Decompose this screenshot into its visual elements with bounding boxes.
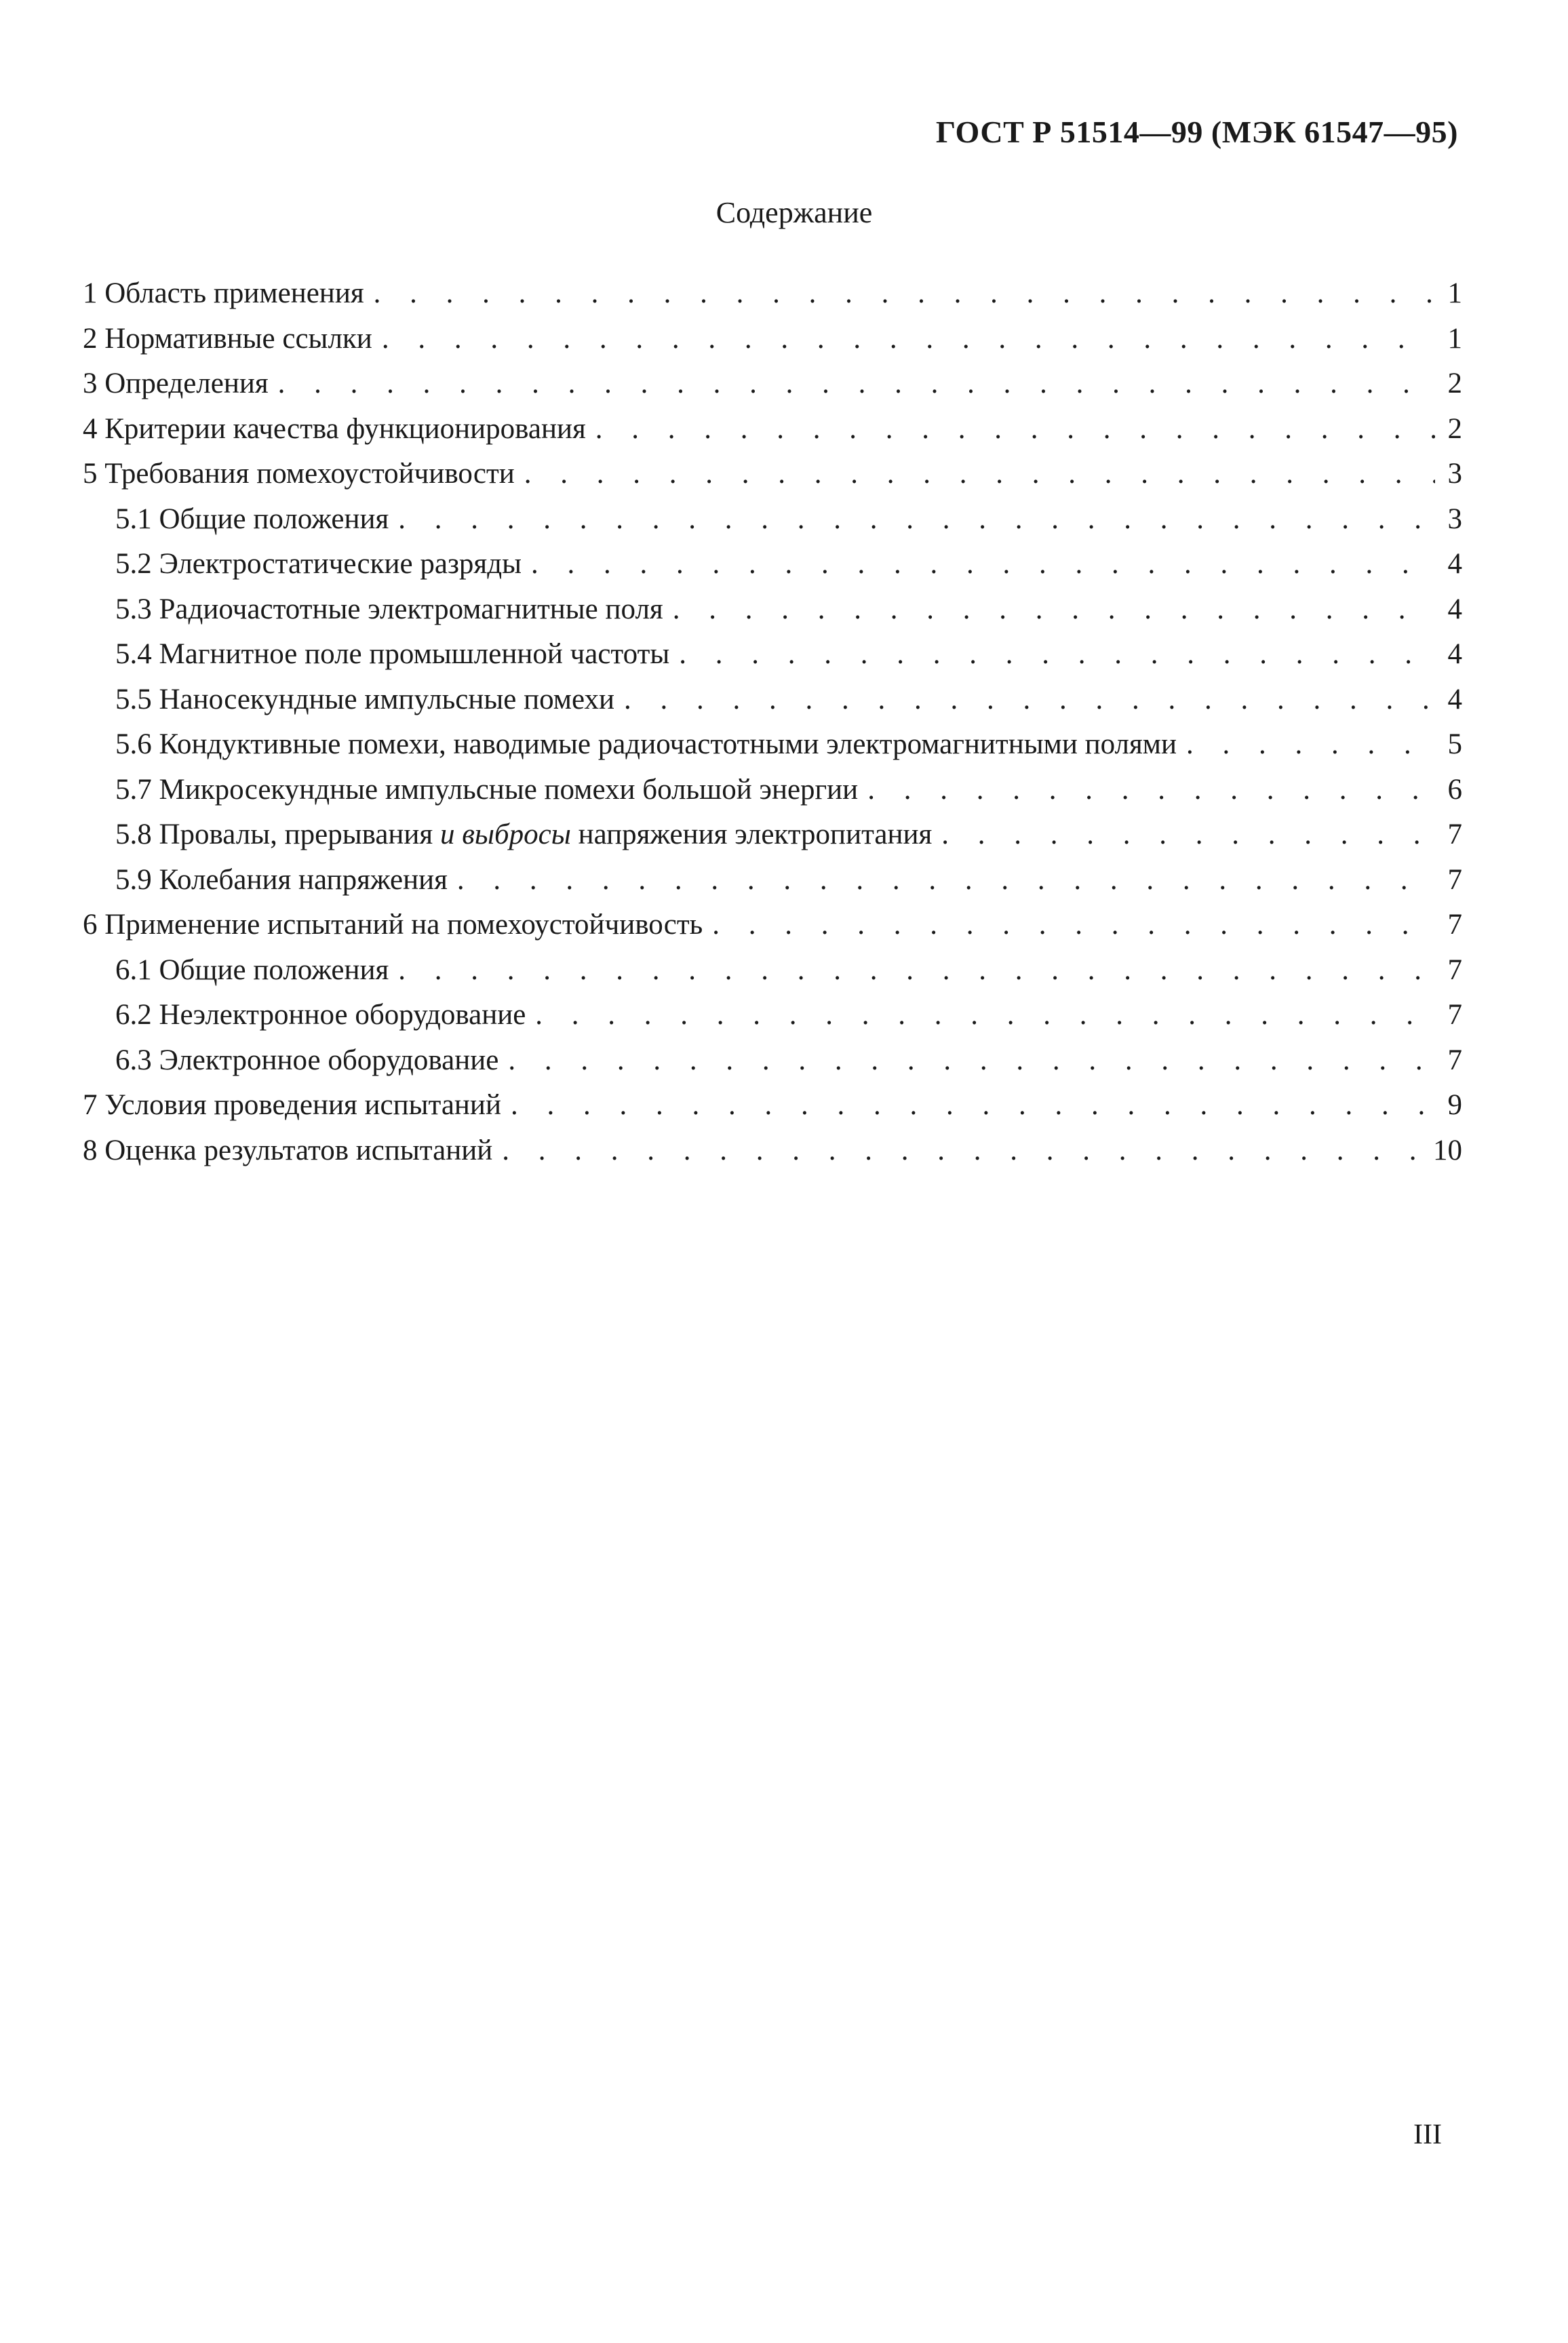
toc-dot-leader <box>502 1128 1426 1174</box>
toc-entry[interactable] <box>83 948 1462 993</box>
toc-dot-leader <box>679 632 1435 677</box>
toc-entry-page: 2 <box>1447 368 1462 399</box>
toc-entry-label: 6 Применение испытаний на помехоустойчивость <box>83 909 703 941</box>
toc-dot-leader <box>941 812 1435 858</box>
toc-entry-page: 7 <box>1447 1044 1462 1076</box>
toc-entry-page: 4 <box>1447 638 1462 670</box>
toc-dot-leader <box>535 993 1435 1038</box>
toc-entry[interactable] <box>83 1128 1462 1174</box>
toc-entry-label: 6.3 Электронное оборудование <box>115 1044 499 1076</box>
toc-entry-label: 5.2 Электростатические разряды <box>115 548 522 580</box>
toc-entry-label: 5.1 Общие положения <box>115 503 389 535</box>
toc-dot-leader <box>595 407 1435 452</box>
toc-dot-leader <box>398 948 1435 993</box>
toc-entry[interactable] <box>83 1038 1462 1084</box>
toc-entry[interactable] <box>83 542 1462 587</box>
toc-entry-page: 3 <box>1447 458 1462 490</box>
toc-entry[interactable] <box>83 677 1462 723</box>
toc-dot-leader <box>382 317 1435 362</box>
toc-entry-page: 6 <box>1447 773 1462 806</box>
toc-entry[interactable] <box>83 271 1462 317</box>
toc-entry[interactable] <box>83 497 1462 543</box>
document-standard-id: ГОСТ Р 51514—99 (МЭК 61547—95) <box>935 115 1458 149</box>
toc-entry[interactable] <box>83 812 1462 858</box>
toc-entry-page: 7 <box>1447 953 1462 986</box>
toc-entry-label: 3 Определения <box>83 368 269 399</box>
toc-entry[interactable] <box>83 993 1462 1038</box>
toc-dot-leader <box>374 271 1435 317</box>
toc-dot-leader <box>508 1038 1435 1084</box>
toc-entry-label: 6.2 Неэлектронное оборудование <box>115 999 526 1031</box>
toc-entry[interactable] <box>83 722 1462 768</box>
toc-entry-page: 4 <box>1447 683 1462 715</box>
toc-entry[interactable] <box>83 587 1462 633</box>
toc-dot-leader <box>398 497 1435 543</box>
page-number: III <box>1413 2119 1442 2150</box>
toc-entry[interactable] <box>83 361 1462 407</box>
toc-dot-leader <box>524 452 1435 497</box>
toc-entry-label: 5.3 Радиочастотные электромагнитные поля <box>115 593 663 625</box>
toc-entry-label: 5 Требования помехоустойчивости <box>83 458 515 490</box>
toc-entry[interactable] <box>83 768 1462 813</box>
toc-entry-page: 3 <box>1447 503 1462 535</box>
toc-dot-leader <box>712 903 1435 948</box>
toc-entry-label: 5.7 Микросекундные импульсные помехи большой энергии <box>115 773 859 806</box>
toc-entry[interactable] <box>83 407 1462 452</box>
toc-entry-label: 5.5 Наносекундные импульсные помехи <box>115 683 614 715</box>
table-of-contents <box>83 271 1462 1173</box>
toc-entry[interactable] <box>83 903 1462 948</box>
toc-entry-label: 5.6 Кондуктивные помехи, наводимые радиочастотными электромагнитными полями <box>115 728 1177 760</box>
toc-entry-label: 7 Условия проведения испытаний <box>83 1089 501 1121</box>
toc-dot-leader <box>624 677 1435 723</box>
toc-dot-leader <box>673 587 1435 633</box>
toc-entry-page: 7 <box>1447 863 1462 896</box>
toc-entry-page: 2 <box>1447 412 1462 445</box>
toc-dot-leader <box>1186 722 1435 768</box>
toc-entry-page: 1 <box>1447 322 1462 355</box>
toc-entry-page: 7 <box>1447 909 1462 941</box>
toc-entry-label: 5.4 Магнитное поле промышленной частоты <box>115 638 670 670</box>
toc-entry-page: 4 <box>1447 548 1462 580</box>
toc-entry[interactable] <box>83 1083 1462 1128</box>
toc-entry-page: 9 <box>1447 1089 1462 1121</box>
toc-entry-label: 5.8 Провалы, прерывания и выбросы напряжения электропитания <box>115 819 933 850</box>
toc-dot-leader <box>511 1083 1435 1128</box>
toc-entry[interactable] <box>83 632 1462 677</box>
toc-entry-label: 6.1 Общие положения <box>115 953 389 986</box>
toc-entry-label: 1 Область применения <box>83 277 364 309</box>
toc-entry-page: 7 <box>1447 819 1462 850</box>
toc-entry-page: 5 <box>1447 728 1462 760</box>
toc-entry-page: 4 <box>1447 593 1462 625</box>
toc-entry-label: 8 Оценка результатов испытаний <box>83 1134 493 1166</box>
toc-entry-label: 4 Критерии качества функционирования <box>83 412 586 445</box>
toc-entry[interactable] <box>83 317 1462 362</box>
toc-entry[interactable] <box>83 858 1462 903</box>
toc-dot-leader <box>278 361 1435 407</box>
toc-dot-leader <box>457 858 1435 903</box>
toc-entry-label: 5.9 Колебания напряжения <box>115 863 448 896</box>
toc-entry[interactable] <box>83 452 1462 497</box>
toc-entry-page: 7 <box>1447 999 1462 1031</box>
toc-dot-leader <box>531 542 1435 587</box>
toc-entry-label: 2 Нормативные ссылки <box>83 322 372 355</box>
toc-entry-page: 10 <box>1433 1134 1462 1166</box>
toc-entry-page: 1 <box>1447 277 1462 309</box>
toc-title: Содержание <box>716 196 873 229</box>
toc-dot-leader <box>867 768 1435 813</box>
